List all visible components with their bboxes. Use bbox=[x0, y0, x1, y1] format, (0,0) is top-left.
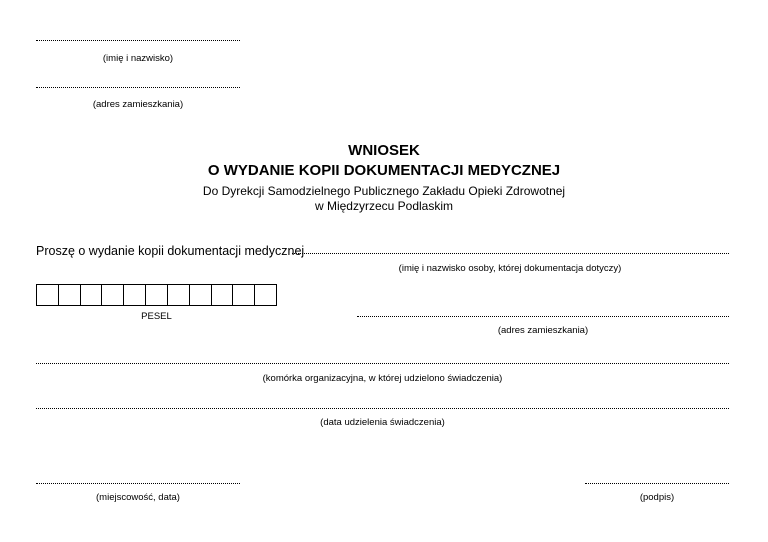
place-date-line[interactable] bbox=[36, 483, 240, 484]
pesel-digit-cell[interactable] bbox=[59, 285, 81, 305]
pesel-digit-cell[interactable] bbox=[212, 285, 234, 305]
person-name-line[interactable] bbox=[292, 253, 729, 254]
pesel-digit-cell[interactable] bbox=[81, 285, 103, 305]
name-line[interactable] bbox=[36, 40, 240, 41]
patient-address-line[interactable] bbox=[357, 316, 729, 317]
request-text: Proszę o wydanie kopii dokumentacji medycznej bbox=[36, 244, 305, 258]
place-date-caption: (miejscowość, data) bbox=[96, 492, 180, 503]
address-caption: (adres zamieszkania) bbox=[92, 99, 184, 110]
service-date-line[interactable] bbox=[36, 408, 729, 409]
pesel-digit-cell[interactable] bbox=[190, 285, 212, 305]
pesel-digit-cell[interactable] bbox=[37, 285, 59, 305]
patient-address-caption: (adres zamieszkania) bbox=[497, 325, 589, 336]
pesel-digit-cell[interactable] bbox=[146, 285, 168, 305]
pesel-digit-cell[interactable] bbox=[255, 285, 276, 305]
person-caption: (imię i nazwisko osoby, której dokumentacja dotyczy) bbox=[398, 263, 622, 274]
pesel-digit-cell[interactable] bbox=[168, 285, 190, 305]
pesel-digit-cell[interactable] bbox=[102, 285, 124, 305]
signature-line[interactable] bbox=[585, 483, 729, 484]
unit-line[interactable] bbox=[36, 363, 729, 364]
pesel-field[interactable] bbox=[36, 284, 277, 306]
pesel-digit-cell[interactable] bbox=[124, 285, 146, 305]
name-caption: (imię i nazwisko) bbox=[102, 53, 174, 64]
pesel-label: PESEL bbox=[141, 311, 172, 322]
signature-caption: (podpis) bbox=[639, 492, 675, 503]
addressee-line-2: w Międzyrzecu Podlaskim bbox=[314, 199, 454, 213]
service-date-caption: (data udzielenia świadczenia) bbox=[320, 417, 445, 428]
addressee-line-1: Do Dyrekcji Samodzielnego Publicznego Zakładu Opieki Zdrowotnej bbox=[202, 184, 566, 198]
address-line[interactable] bbox=[36, 87, 240, 88]
pesel-digit-cell[interactable] bbox=[233, 285, 255, 305]
unit-caption: (komórka organizacyjna, w której udzielono świadczenia) bbox=[262, 373, 503, 384]
document-subtitle: O WYDANIE KOPII DOKUMENTACJI MEDYCZNEJ bbox=[207, 162, 561, 179]
document-title: WNIOSEK bbox=[348, 142, 420, 159]
